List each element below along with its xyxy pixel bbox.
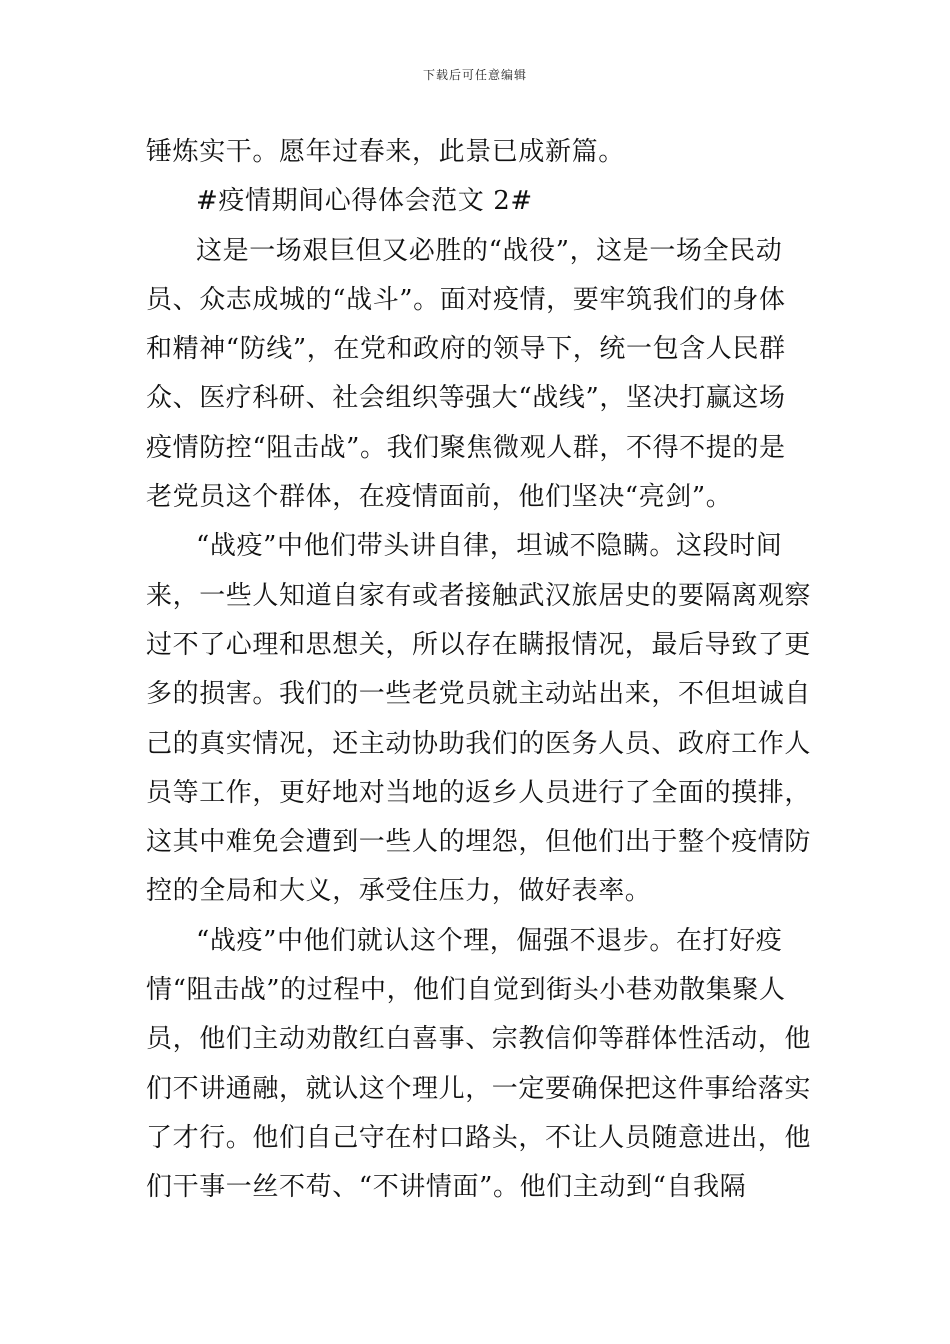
text-line: 己的真实情况，还主动协助我们的医务人员、政府工作人	[146, 728, 812, 759]
text-line: 多的损害。我们的一些老党员就主动站出来，不但坦诚自	[146, 679, 812, 710]
text-line: 们不讲通融，就认这个理儿，一定要确保把这件事给落实	[146, 1073, 812, 1104]
text-line: “战疫”中他们就认这个理，倔强不退步。在打好疫	[196, 925, 783, 956]
page-header: 下载后可任意编辑	[422, 68, 527, 82]
text-line: 控的全局和大义，承受住压力，做好表率。	[146, 876, 652, 907]
text-line: 过不了心理和思想关，所以存在瞒报情况，最后导致了更	[146, 629, 812, 660]
text-line: 员、众志成城的“战斗”。面对疫情，要牢筑我们的身体	[146, 284, 786, 315]
text-line: 众、医疗科研、社会组织等强大“战线”，坚决打赢这场	[146, 383, 786, 414]
text-line: 情“阻击战”的过程中，他们自觉到街头小巷劝散集聚人	[146, 975, 786, 1006]
text-line: 这是一场艰巨但又必胜的“战役”，这是一场全民动	[196, 235, 783, 266]
text-line: “战疫”中他们带头讲自律，坦诚不隐瞒。这段时间	[196, 531, 783, 562]
text-line: 员，他们主动劝散红白喜事、宗教信仰等群体性活动，他	[146, 1024, 812, 1055]
document-body	[146, 128, 810, 1213]
text-line: 来，一些人知道自家有或者接触武汉旅居史的要隔离观察	[146, 580, 812, 611]
section-heading: #疫情期间心得体会范文 2#	[196, 186, 533, 217]
text-line: 和精神“防线”，在党和政府的领导下，统一包含人民群	[146, 334, 786, 365]
text-line: 老党员这个群体，在疫情面前，他们坚决“亮剑”。	[146, 482, 733, 513]
text-line: 们干事一丝不苟、“不讲情面”。他们主动到“自我隔	[146, 1172, 747, 1203]
text-line: 锤炼实干。愿年过春来，此景已成新篇。	[146, 137, 625, 167]
text-line: 这其中难免会遭到一些人的埋怨，但他们出于整个疫情防	[146, 827, 812, 858]
text-line: 员等工作，更好地对当地的返乡人员进行了全面的摸排，	[146, 777, 812, 808]
text-line: 疫情防控“阻击战”。我们聚焦微观人群，不得不提的是	[146, 432, 786, 463]
text-line: 了才行。他们自己守在村口路头，不让人员随意进出，他	[146, 1122, 812, 1153]
